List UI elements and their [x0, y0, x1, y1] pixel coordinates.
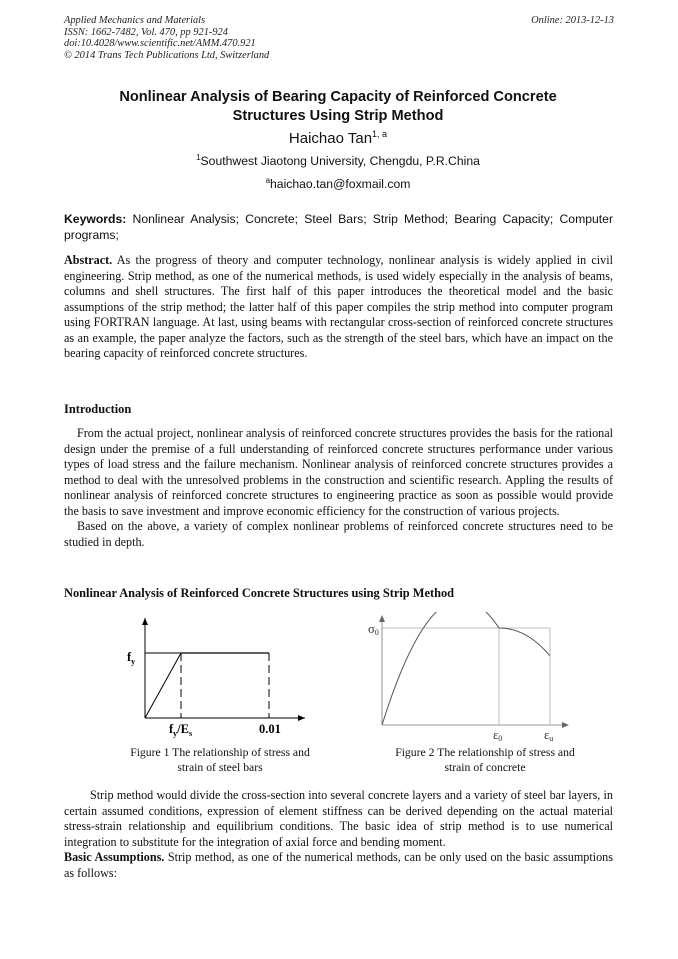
- author: [64, 130, 612, 147]
- x-axis-arrow: [562, 722, 569, 728]
- intro-paragraph-2: Based on the above, a variety of complex nonlinear problems of reinforced concrete structures need to be studied in depth.: [64, 519, 613, 549]
- y-axis-arrow: [379, 615, 385, 622]
- figure-2-concrete-stress-strain: [362, 612, 572, 744]
- intro-paragraph-1: From the actual project, nonlinear analysis of reinforced concrete structures provides the basis for the rational design under the premise of a full understanding of reinforced concrete structures performance under various types of load stress and the failure mechanism. Nonlinear analysis of reinforced concrete structures provides a method to deal with the unresolved problems in the construction and scientific research. Appling the results of nonlinear analysis of reinforced concrete structures to engineering practice as soon as possible would provide the basis to save investment and improve economic efficiency for the construction of various projects.: [64, 426, 613, 518]
- affiliation: [64, 154, 612, 168]
- online-date: Online: 2013-12-13: [531, 15, 614, 26]
- abstract: [64, 253, 613, 362]
- figure-2-caption-line-2: strain of concrete: [444, 761, 526, 774]
- epsilon0-label: ε0: [493, 728, 503, 743]
- running-header: [64, 15, 269, 61]
- strain-0-01-label: 0.01: [259, 722, 281, 736]
- y-axis-arrow: [142, 618, 148, 625]
- figure-1-steel-stress-strain: [120, 614, 310, 744]
- figure-2-caption: [380, 745, 590, 775]
- strip-method-text: [64, 788, 613, 881]
- abstract-label: Abstract.: [64, 253, 113, 267]
- affiliation-text: Southwest Jiaotong University, Chengdu, P.R.China: [200, 154, 480, 168]
- author-name: Haichao Tan: [288, 130, 373, 147]
- email-text: haichao.tan@foxmail.com: [270, 177, 411, 191]
- title-line-1: Nonlinear Analysis of Bearing Capacity of Reinforced Concrete: [119, 89, 557, 105]
- issn-line: ISSN: 1662-7482, Vol. 470, pp 921-924: [64, 26, 228, 38]
- section-heading-strip-method: Nonlinear Analysis of Reinforced Concrete Structures using Strip Method: [64, 586, 455, 600]
- abstract-text: As the progress of theory and computer technology, nonlinear analysis is widely applied in civil engineering. Strip method, as one of the numerical methods, is used widely especially in the analysis of beams, columns and shell structures. The first half of this paper introduces the theoretical model and the basic assumptions of the strip method; the latter half of this paper compiles the strip method into computer program using FORTRAN language. At last, using beams with rectangular cross-section of reinforced concrete structures as an example, the paper analyze the factors, such as the strength of the steel bars, which have an impact on the bearing capacity of reinforced concrete structures.: [64, 253, 613, 360]
- basic-assumptions-paragraph: [64, 850, 613, 881]
- doi-line: doi:10.4028/www.scientific.net/AMM.470.921: [64, 38, 256, 49]
- intro-heading: Introduction: [64, 402, 132, 416]
- basic-assumptions-label: Basic Assumptions.: [64, 850, 165, 864]
- author-email: [64, 177, 612, 191]
- strip-method-paragraph: Strip method would divide the cross-section into several concrete layers and a variety of steel bar layers, in certain assumed conditions, expression of element stiffness can be derived depending on the actual material stress-strain relationship and equilibrium conditions. The basic idea of strip method is to use numerical integration to substitute for the integration of axial force and bending moment.: [64, 788, 613, 849]
- title-line-2: Structures Using Strip Method: [232, 108, 444, 124]
- figure-1-caption-line-1: Figure 1 The relationship of stress and: [130, 746, 310, 759]
- fy-label: $f_y$: [127, 650, 136, 666]
- x-axis-arrow: [298, 715, 305, 721]
- elastic-line: [145, 653, 181, 718]
- basic-assumptions-text: Strip method, as one of the numerical methods, can be only used on the basic assumptions as follows:: [64, 850, 613, 880]
- sigma0-label: σ0: [368, 622, 379, 637]
- epsilon-u-label: εu: [544, 728, 554, 743]
- journal-name: Applied Mechanics and Materials: [64, 15, 206, 26]
- ascending-parabola: [382, 612, 499, 725]
- keywords-label: Keywords:: [64, 212, 127, 226]
- fy-over-es-label: $f_y/E_s$: [169, 722, 193, 738]
- figure-1-caption: [120, 745, 320, 775]
- email-sup: a: [265, 175, 271, 185]
- figure-1-caption-line-2: strain of steel bars: [177, 761, 263, 774]
- affiliation-sup: 1: [196, 152, 201, 162]
- intro-body: [64, 426, 613, 550]
- descending-branch: [499, 628, 550, 656]
- author-sup: 1, a: [372, 129, 388, 139]
- keywords: [64, 212, 613, 243]
- figure-2-caption-line-1: Figure 2 The relationship of stress and: [395, 746, 575, 759]
- paper-title: [64, 88, 612, 126]
- keywords-text: Nonlinear Analysis; Concrete; Steel Bars; Strip Method; Bearing Capacity; Computer programs;: [64, 212, 614, 242]
- copyright-line: © 2014 Trans Tech Publications Ltd, Switzerland: [64, 49, 270, 61]
